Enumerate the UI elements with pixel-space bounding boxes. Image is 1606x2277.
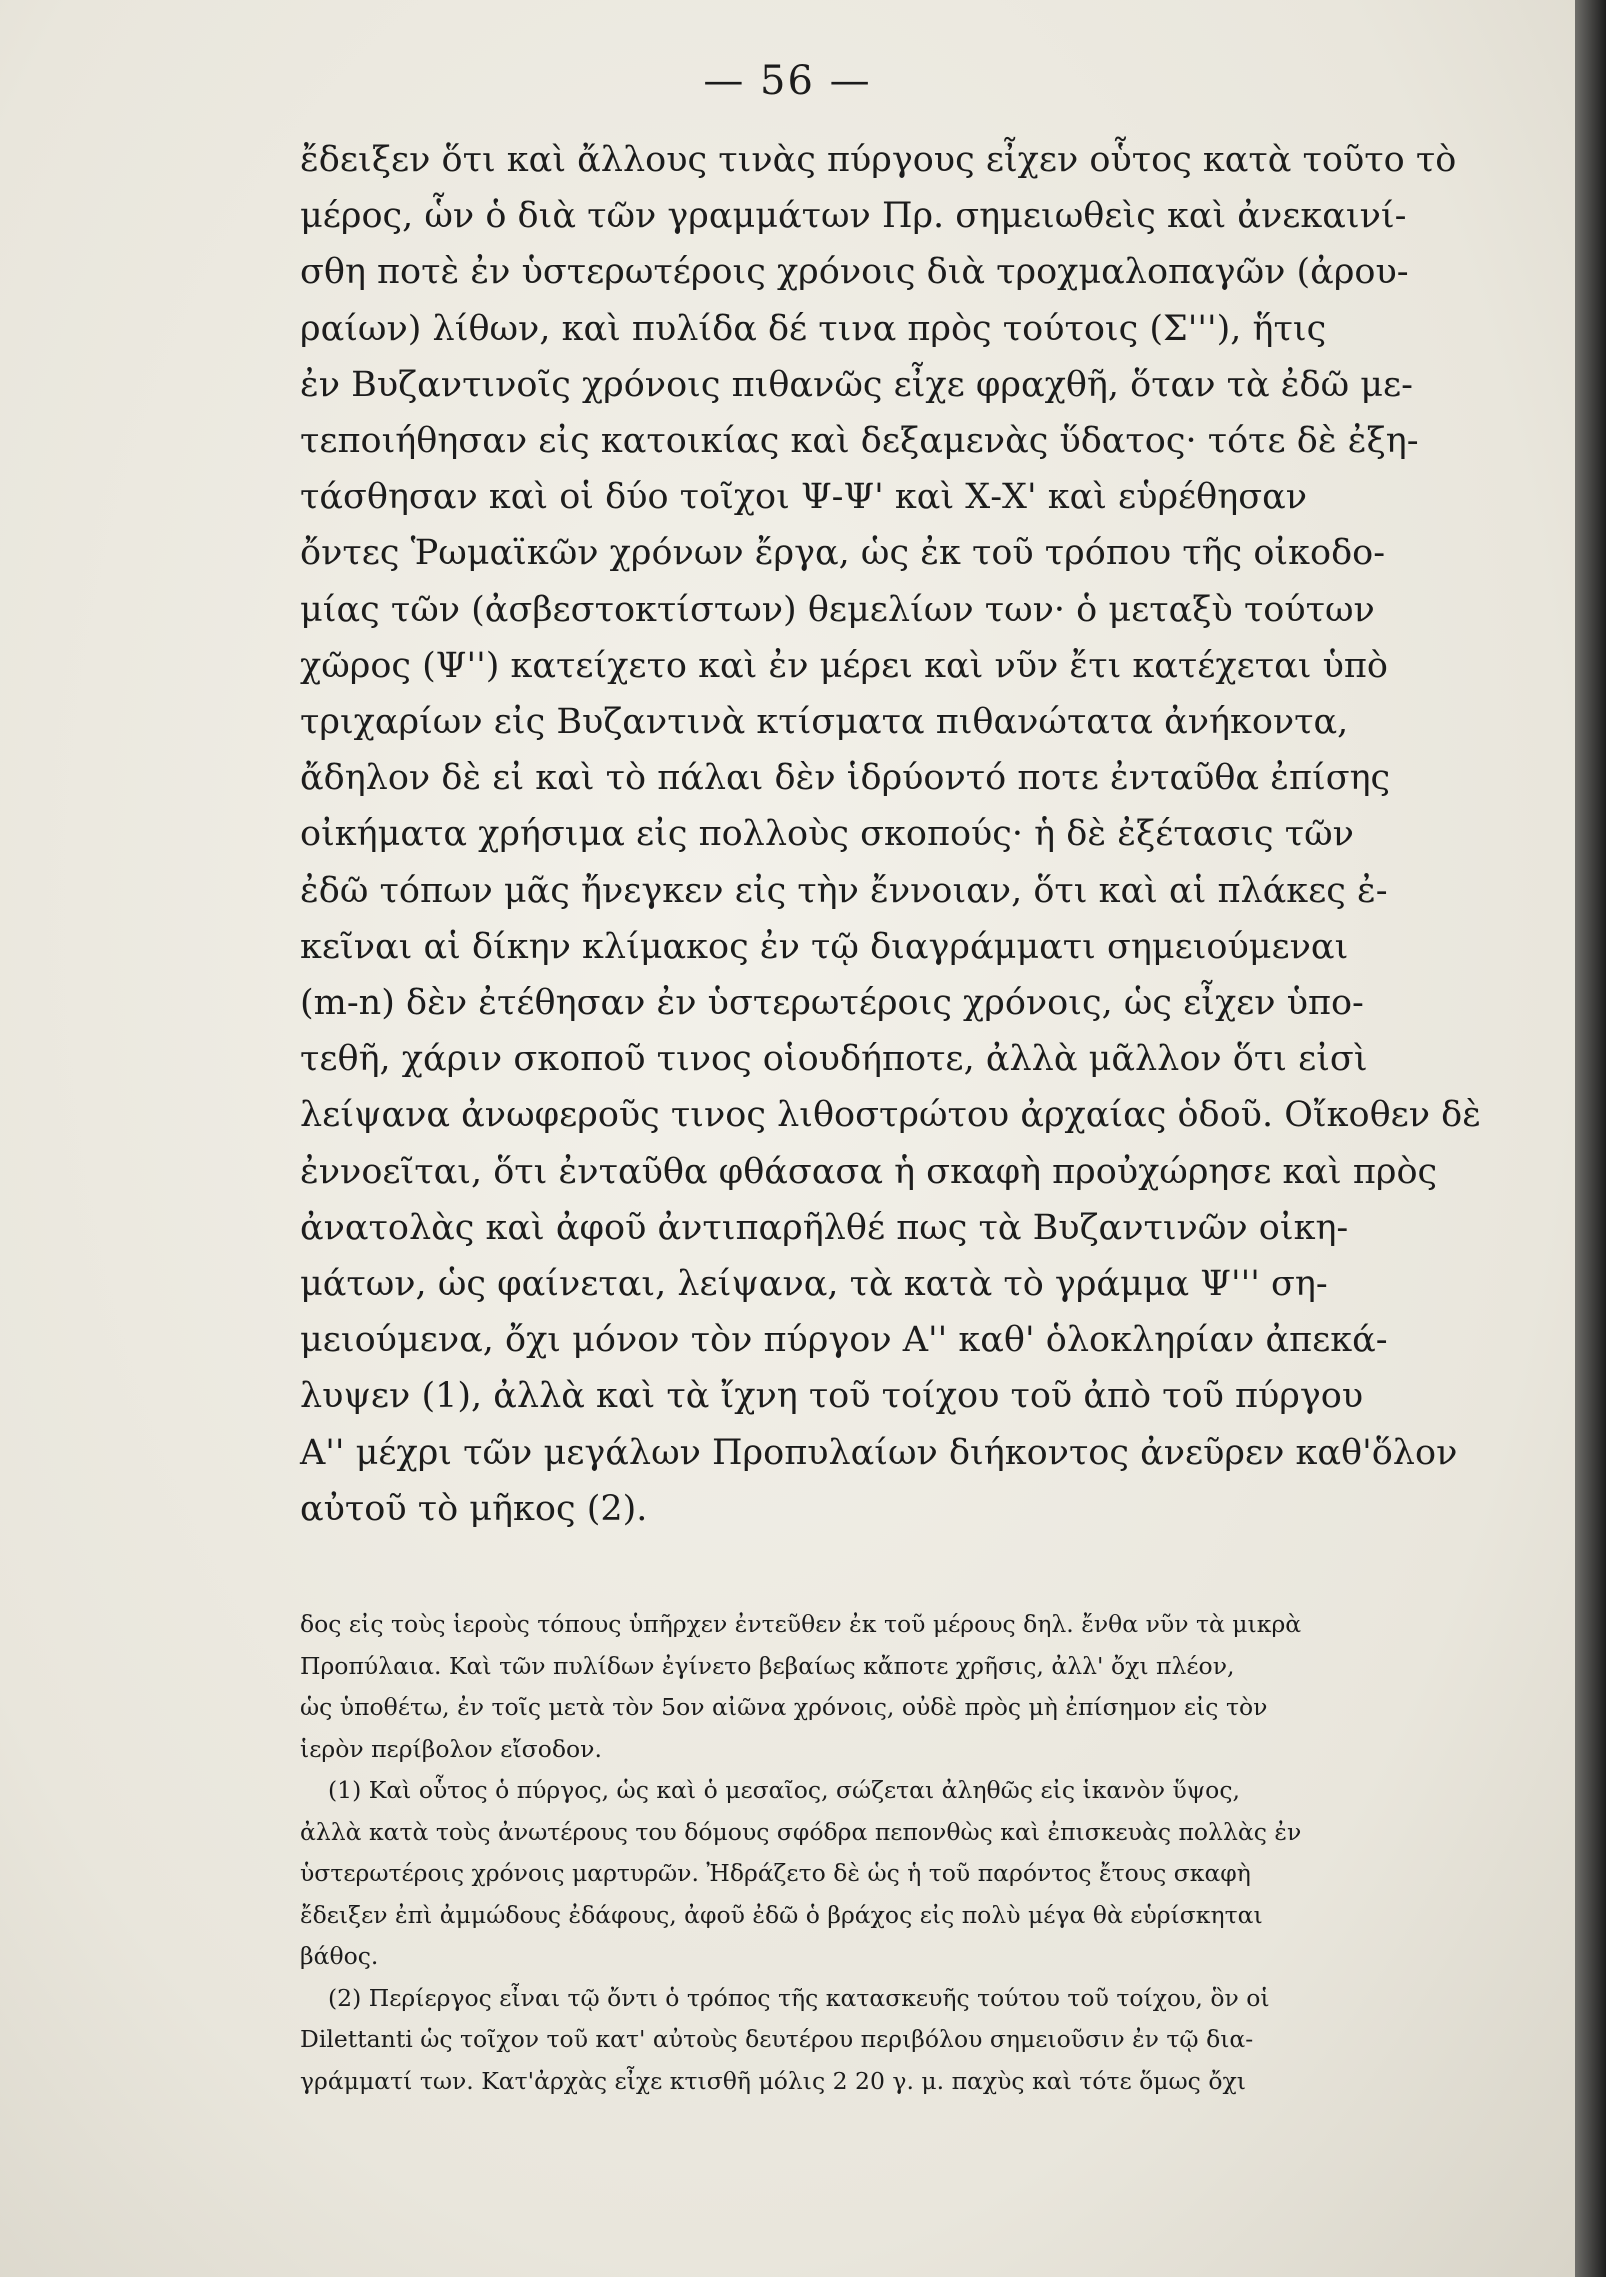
text-line: αὐτοῦ τὸ μῆκος (2). [300, 1488, 648, 1529]
footnote-line: βάθος. [300, 1942, 379, 1970]
text-line: τεθῆ, χάριν σκοποῦ τινος οἱουδήποτε, ἀλλὰ μᾶλλον ὅτι εἰσὶ [300, 1039, 1368, 1080]
text-line: τεποιήθησαν εἰς κατοικίας καὶ δεξαμενὰς ὕδατος· τότε δὲ ἐξη- [300, 421, 1419, 462]
footnote-line: ἀλλὰ κατὰ τοὺς ἀνωτέρους του δόμους σφόδρα πεπονθὼς καὶ ἐπισκευὰς πολλὰς ἐν [300, 1817, 1302, 1846]
text-line: ὄντες Ῥωμαϊκῶν χρόνων ἔργα, ὡς ἐκ τοῦ τρόπου τῆς οἰκοδο- [300, 533, 1386, 574]
footnote-line: ὡς ὑποθέτω, ἐν τοῖς μετὰ τὸν 5ον αἰῶνα χρόνοις, οὐδὲ πρὸς μὴ ἐπίσημον εἰς τὸν [300, 1693, 1268, 1721]
text-line: ἐδῶ τόπων μᾶς ἤνεγκεν εἰς τὴν ἔννοιαν, ὅτι καὶ αἱ πλάκες ἐ- [300, 870, 1388, 911]
text-line: μίας τῶν (ἀσβεστοκτίστων) θεμελίων των· ὁ μεταξὺ τούτων [300, 589, 1375, 630]
text-line: μάτων, ὡς φαίνεται, λείψανα, τὰ κατὰ τὸ γράμμα Ψ''' ση- [300, 1264, 1328, 1305]
footnote-line: γράμματί των. Κατ'ἀρχὰς εἶχε κτισθῆ μόλις 2 20 γ. μ. παχὺς καὶ τότε ὅμως ὄχι [300, 2066, 1246, 2095]
page-number: — 56 — [703, 58, 872, 104]
text-line: ραίων) λίθων, καὶ πυλίδα δέ τινα πρὸς τούτοις (Σ'''), ἥτις [300, 308, 1327, 349]
main-text-block [300, 132, 1482, 1537]
footnote-line: Προπύλαια. Καὶ τῶν πυλίδων ἐγίνετο βεβαίως κἄποτε χρῆσις, ἀλλ' ὄχι πλέον, [300, 1651, 1235, 1680]
text-line: ἐν Βυζαντινοῖς χρόνοις πιθανῶς εἶχε φραχθῆ, ὅταν τὰ ἐδῶ με- [300, 364, 1413, 405]
text-line: χῶρος (Ψ'') κατείχετο καὶ ἐν μέρει καὶ νῦν ἔτι κατέχεται ὑπὸ [300, 645, 1388, 686]
text-line: λείψανα ἀνωφεροῦς τινος λιθοστρώτου ἀρχαίας ὁδοῦ. Οἴκοθεν δὲ [300, 1095, 1482, 1136]
text-line: τριχαρίων εἰς Βυζαντινὰ κτίσματα πιθανώτατα ἀνήκοντα, [300, 702, 1349, 743]
text-line: οἰκήματα χρήσιμα εἰς πολλοὺς σκοπούς· ἡ δὲ ἐξέτασις τῶν [300, 814, 1354, 855]
footnote-1-line: (1) Καὶ οὗτος ὁ πύργος, ὡς καὶ ὁ μεσαῖος, σώζεται ἀληθῶς εἰς ἱκανὸν ὕψος, [328, 1776, 1240, 1804]
text-line: ἐννοεῖται, ὅτι ἐνταῦθα φθάσασα ἡ σκαφὴ προὐχώρησε καὶ πρὸς [300, 1151, 1438, 1192]
text-line: τάσθησαν καὶ οἱ δύο τοῖχοι Ψ-Ψ' καὶ Χ-Χ' καὶ εὑρέθησαν [300, 477, 1308, 518]
text-line: ἀνατολὰς καὶ ἀφοῦ ἀντιπαρῆλθέ πως τὰ Βυζαντινῶν οἰκη- [300, 1207, 1349, 1248]
footnote-line: ἔδειξεν ἐπὶ ἀμμώδους ἐδάφους, ἀφοῦ ἐδῶ ὁ βράχος εἰς πολὺ μέγα θὰ εὑρίσκηται [300, 1900, 1263, 1929]
text-line: Α'' μέχρι τῶν μεγάλων Προπυλαίων διήκοντος ἀνεῦρεν καθ'ὅλον [300, 1432, 1458, 1473]
text-line: (m-n) δὲν ἐτέθησαν ἐν ὑστερωτέροις χρόνοις, ὡς εἶχεν ὑπο- [300, 983, 1364, 1024]
footnotes-block [300, 1604, 1420, 2102]
footnote-line: ἱερὸν περίβολον εἴσοδον. [300, 1734, 602, 1763]
text-line: ἄδηλον δὲ εἰ καὶ τὸ πάλαι δὲν ἱδρύοντό ποτε ἐνταῦθα ἐπίσης [300, 758, 1391, 799]
footnote-line: ὑστερωτέροις χρόνοις μαρτυρῶν. Ἠδράζετο δὲ ὡς ἡ τοῦ παρόντος ἔτους σκαφὴ [300, 1859, 1251, 1887]
text-line: μέρος, ὧν ὁ διὰ τῶν γραμμάτων Πρ. σημειωθεὶς καὶ ἀνεκαινί- [300, 196, 1407, 237]
text-line: ἔδειξεν ὅτι καὶ ἄλλους τινὰς πύργους εἶχεν οὗτος κατὰ τοῦτο τὸ [300, 140, 1457, 180]
page-edge-shadow [1575, 0, 1606, 2277]
footnote-line: δος εἰς τοὺς ἱεροὺς τόπους ὑπῆρχεν ἐντεῦθεν ἐκ τοῦ μέρους δηλ. ἔνθα νῦν τὰ μικρὰ [300, 1610, 1302, 1638]
text-line: σθη ποτὲ ἐν ὑστερωτέροις χρόνοις διὰ τροχμαλοπαγῶν (ἀρου- [300, 252, 1409, 293]
text-line: μειούμενα, ὄχι μόνον τὸν πύργον Α'' καθ' ὁλοκληρίαν ἀπεκά- [300, 1320, 1388, 1361]
footnote-2-line: (2) Περίεργος εἶναι τῷ ὄντι ὁ τρόπος τῆς κατασκευῆς τούτου τοῦ τοίχου, ὃν οἱ [328, 1983, 1270, 2012]
text-line: κεῖναι αἱ δίκην κλίμακος ἐν τῷ διαγράμματι σημειούμεναι [300, 926, 1349, 967]
footnote-line: Dilettanti ὡς τοῖχον τοῦ κατ' αὐτοὺς δευτέρου περιβόλου σημειοῦσιν ἐν τῷ δια- [300, 2025, 1254, 2053]
text-line: λυψεν (1), ἀλλὰ καὶ τὰ ἴχνη τοῦ τοίχου τοῦ ἀπὸ τοῦ πύργου [300, 1376, 1364, 1417]
